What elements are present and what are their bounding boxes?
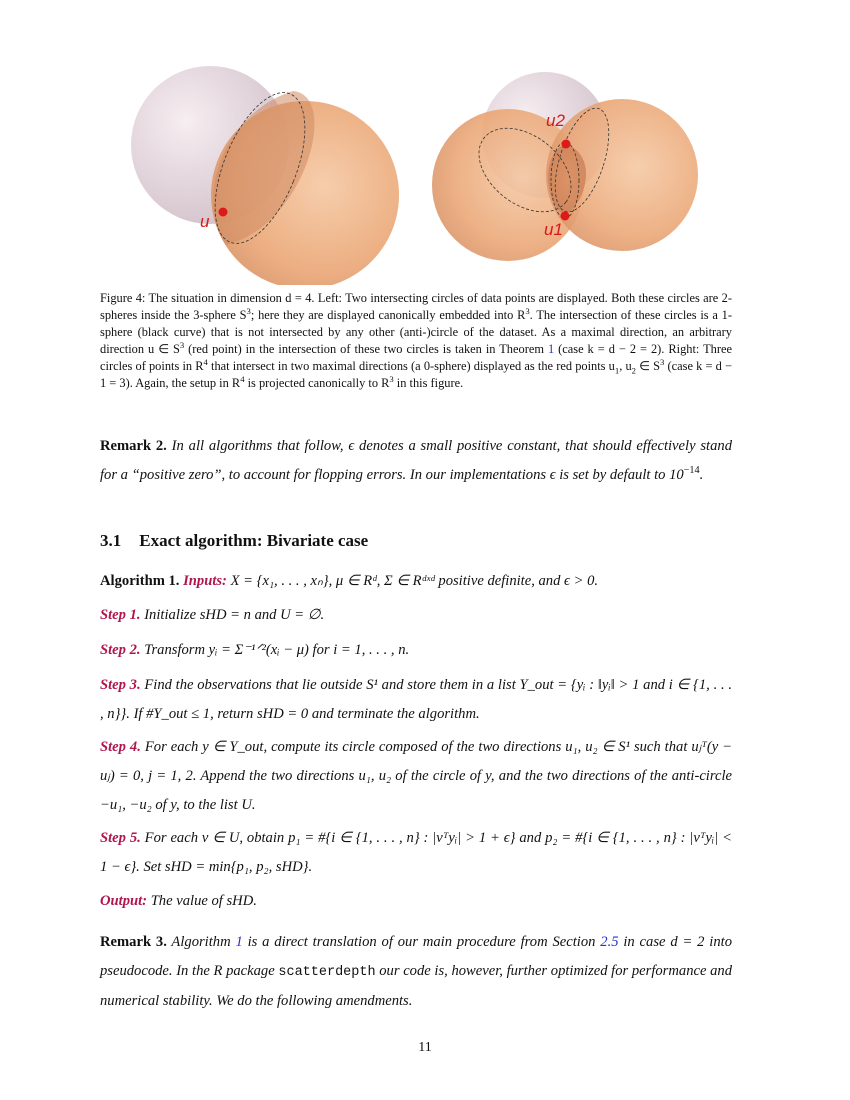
remark-2-text-end: . [699, 467, 704, 483]
step-3-label: Step 3. [100, 677, 141, 693]
algorithm-step-2 [100, 636, 732, 665]
section-number: 3.1 [100, 531, 122, 550]
remark-3 [100, 928, 732, 1016]
caption-text-6: that intersect in two maximal directions (a 0-sphere) displayed as the red points u [207, 359, 615, 373]
remark-3-text-1: Algorithm [166, 934, 236, 950]
remark-3-heading: Remark 3. [100, 934, 167, 950]
caption-sup: 3 [246, 305, 251, 316]
caption-text-3: . The intersection of these circles is a 1-sphere (black curve) that is not intersected by any other (anti-)circle of the dataset. As a maximal direction, an arbitrary direction u ∈ S [100, 308, 732, 356]
caption-text-11: in this figure. [393, 376, 464, 390]
left-red-point [219, 208, 228, 217]
algorithm-step-5 [100, 824, 732, 882]
caption-text-9: (case k = d − 1 = 3). Again, the setup in R [100, 359, 732, 390]
right-label-u2: u2 [546, 111, 565, 130]
caption-sup: 3 [389, 373, 394, 384]
remark-3-text-3: in case d = 2 into pseudocode. In the R package [100, 934, 732, 979]
caption-text-4: (red point) in the intersection of these two circles is taken in Theorem [184, 342, 548, 356]
caption-sup: 4 [240, 373, 245, 384]
right-red-point-u2 [562, 140, 571, 149]
algorithm-inputs [100, 567, 732, 596]
algorithm-step-3 [100, 671, 732, 729]
caption-text-7: , u [619, 359, 632, 373]
inputs-label: Inputs: [183, 573, 227, 589]
algorithm-output [100, 887, 732, 916]
inputs-text: X = {x₁, . . . , xₙ}, μ ∈ Rᵈ, Σ ∈ Rᵈˣᵈ positive definite, and ϵ > 0. [226, 573, 599, 589]
step-5-text: For each v ∈ U, obtain p₁ = #{i ∈ {1, . . . , n} : |vᵀyᵢ| > 1 + ϵ} and p₂ = #{i ∈ {1, . . . , n} : |vᵀyᵢ| < 1 − ϵ}. Set sHD = min{p₁, p₂, sHD}. [100, 830, 732, 875]
step-3-text: Find the observations that lie outside S¹ and store them in a list Y_out = {yᵢ : ‖yᵢ‖ > 1 and i ∈ {1, . . . , n}}. If #Y_out ≤ 1, return sHD = 0 and terminate the algorithm. [100, 677, 732, 722]
section-heading [100, 531, 368, 551]
section-reference-link[interactable]: 2.5 [600, 934, 619, 950]
caption-text-1: Figure 4: The situation in dimension d = 4. Left: Two intersecting circles of data points are displayed. Both these circles are 2-spheres inside the 3-sphere S [100, 291, 732, 322]
remark-3-text-4: our code is, however, further optimized for performance and numerical stability. We do the following amendments. [100, 963, 732, 1009]
caption-sup: 3 [660, 356, 665, 367]
caption-sup: 3 [525, 305, 530, 316]
caption-text-10: is projected canonically to R [244, 376, 390, 390]
step-2-text: Transform yᵢ = Σ⁻¹ᐟ²(xᵢ − μ) for i = 1, . . . , n. [140, 642, 410, 658]
left-label-u: u [200, 212, 210, 231]
theorem-reference-link[interactable]: 1 [547, 342, 555, 356]
output-label: Output: [100, 893, 148, 909]
remark-2-text: In all algorithms that follow, ϵ denotes a small positive constant, that should effectively stand for a “positive zero”, to account for flopping errors. In our implementations ϵ is set by default to 10 [100, 438, 732, 483]
right-label-u1: u1 [544, 220, 563, 239]
remark-2-heading: Remark 2. [100, 438, 167, 454]
figure-caption [100, 290, 732, 392]
caption-text-8: ∈ S [635, 359, 661, 373]
section-title: Exact algorithm: Bivariate case [139, 531, 369, 550]
algorithm-step-1 [100, 601, 732, 630]
package-name: scatterdepth [278, 965, 376, 980]
caption-sup: 3 [179, 339, 185, 350]
algorithm-step-4 [100, 733, 732, 820]
step-4-text: For each y ∈ Y_out, compute its circle composed of the two directions u₁, u₂ ∈ S¹ such that uⱼᵀ(y − uⱼ) = 0, j = 1, 2. Append the two directions u₁, u₂ of the circle of y, and the two directions of the anti-circle −u₁, −u₂ of y, to the list U. [100, 739, 732, 813]
caption-sup: 4 [203, 356, 208, 367]
remark-2 [100, 432, 732, 490]
step-5-label: Step 5. [100, 830, 141, 846]
step-4-label: Step 4. [100, 739, 141, 755]
remark-3-text-2: is a direct translation of our main procedure from Section [242, 934, 601, 950]
step-2-label: Step 2. [100, 642, 141, 658]
algorithm-heading: Algorithm 1. [100, 573, 180, 589]
caption-text-2: ; here they are displayed canonically embedded into R [250, 308, 526, 322]
remark-2-exponent: −14 [683, 465, 700, 477]
caption-sub: 1 [614, 365, 620, 376]
caption-text-5: (case k = d − 2 = 2). Right: Three circles of points in R [100, 342, 733, 373]
algorithm-reference-link[interactable]: 1 [235, 934, 243, 950]
step-1-text: Initialize sHD = n and U = ∅. [140, 607, 325, 623]
output-text: The value of sHD. [147, 893, 257, 909]
figure-4 [100, 55, 750, 285]
step-1-label: Step 1. [100, 607, 141, 623]
caption-sub: 2 [631, 365, 636, 376]
page-number: 11 [418, 1040, 432, 1055]
